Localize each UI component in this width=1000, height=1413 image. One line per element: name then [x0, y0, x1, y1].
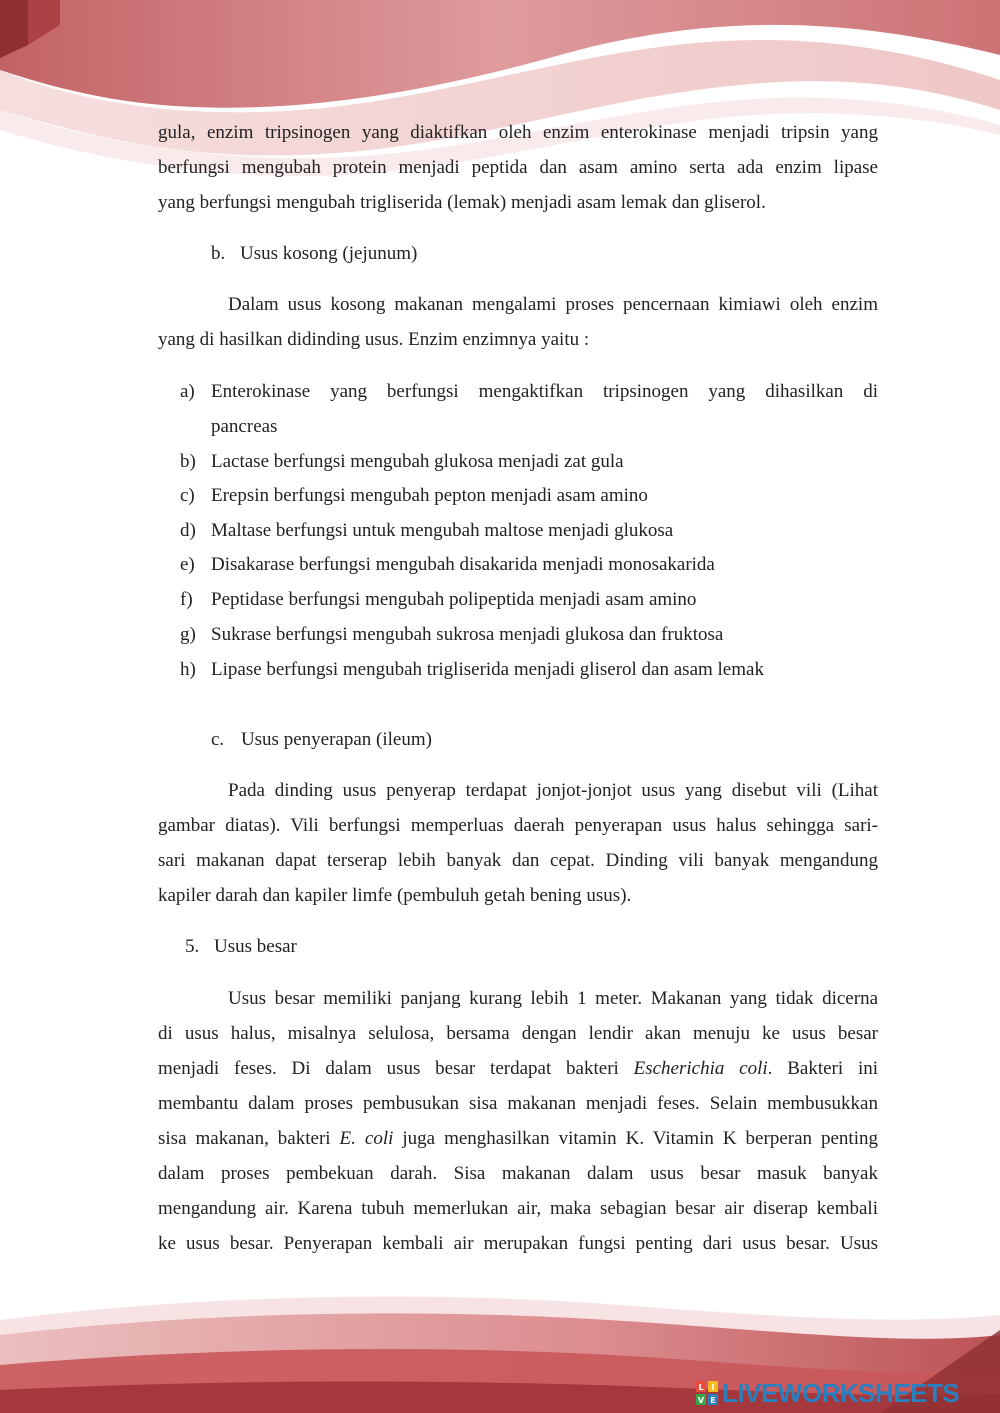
heading-section-c [211, 722, 432, 757]
list-marker: h) [180, 659, 196, 680]
text-line: gambar diatas). Vili berfungsi memperluas daerah penyerapan usus halus sehingga sari- [158, 815, 878, 836]
text-line: Dalam usus kosong makanan mengalami proses pencernaan kimiawi oleh enzim [228, 294, 878, 315]
text-segment: menjadi feses. Di dalam usus besar terdapat bakteri [158, 1058, 634, 1079]
text-line: di usus halus, misalnya selulosa, bersama dengan lendir akan menuju ke usus besar [158, 1023, 878, 1044]
species-name: Escherichia coli [633, 1058, 768, 1079]
list-text: Erepsin berfungsi mengubah pepton menjadi asam amino [211, 485, 648, 506]
heading-title: Usus penyerapan (ileum) [240, 729, 432, 750]
liveworksheets-logo-icon [696, 1381, 718, 1405]
list-marker: d) [180, 520, 196, 541]
paragraph-large-intestine [158, 981, 878, 1261]
heading-marker: 5. [185, 936, 200, 957]
list-text: Peptidase berfungsi mengubah polipeptida menjadi asam amino [211, 589, 697, 610]
liveworksheets-watermark [696, 1378, 959, 1408]
heading-section-b [211, 236, 417, 271]
list-text: Lipase berfungsi mengubah trigliserida menjadi gliserol dan asam lemak [211, 659, 764, 680]
text-line [158, 1051, 878, 1086]
text-line: pancreas [211, 416, 278, 437]
svg-text:L: L [698, 1383, 704, 1392]
svg-text:I: I [711, 1383, 715, 1392]
text-line [158, 1121, 878, 1156]
list-marker: g) [180, 624, 196, 645]
heading-section-5 [185, 929, 297, 964]
text-line: membantu dalam proses pembusukan sisa makanan menjadi feses. Selain membusukkan [158, 1093, 878, 1114]
list-text: Sukrase berfungsi mengubah sukrosa menjadi glukosa dan fruktosa [211, 624, 724, 645]
list-text [211, 374, 878, 444]
text-line: mengandung air. Karena tubuh memerlukan air, maka sebagian besar air diserap kembali [158, 1198, 878, 1219]
list-text: Maltase berfungsi untuk mengubah maltose menjadi glukosa [211, 520, 674, 541]
svg-text:E: E [710, 1396, 716, 1405]
heading-marker: b. [211, 243, 226, 264]
list-marker: a) [180, 381, 195, 402]
text-line: Enterokinase yang berfungsi mengaktifkan tripsinogen yang dihasilkan di [211, 381, 878, 402]
paragraph-jejunum [158, 287, 878, 357]
paragraph-continuation [158, 115, 878, 220]
text-segment: juga menghasilkan vitamin K. Vitamin K berperan penting [393, 1128, 878, 1149]
svg-text:V: V [697, 1396, 705, 1405]
text-line: kapiler darah dan kapiler limfe (pembuluh getah bening usus). [158, 885, 632, 906]
text-line: gula, enzim tripsinogen yang diaktifkan oleh enzim enterokinase menjadi tripsin yang [158, 122, 878, 143]
species-name: E. coli [339, 1128, 394, 1149]
text-line: yang berfungsi mengubah trigliserida (lemak) menjadi asam lemak dan gliserol. [158, 192, 766, 213]
text-line: sari makanan dapat terserap lebih banyak dan cepat. Dinding vili banyak mengandung [158, 850, 878, 871]
text-segment: sisa makanan, bakteri [158, 1128, 340, 1149]
heading-marker: c. [211, 729, 225, 750]
list-marker: b) [180, 451, 196, 472]
text-line: berfungsi mengubah protein menjadi peptida dan asam amino serta ada enzim lipase [158, 157, 878, 178]
text-segment: . Bakteri ini [767, 1058, 878, 1079]
heading-title: Usus kosong (jejunum) [240, 243, 418, 264]
list-item [180, 374, 878, 444]
list-text: Disakarase berfungsi mengubah disakarida menjadi monosakarida [211, 554, 715, 575]
text-line: Usus besar memiliki panjang kurang lebih 1 meter. Makanan yang tidak dicerna [228, 988, 878, 1009]
text-line: yang di hasilkan didinding usus. Enzim enzimnya yaitu : [158, 329, 590, 350]
list-marker: e) [180, 554, 195, 575]
paragraph-ileum [158, 773, 878, 913]
brand-name: LIVEWORKSHEETS [722, 1377, 960, 1408]
list-text: Lactase berfungsi mengubah glukosa menjadi zat gula [211, 451, 624, 472]
text-line: ke usus besar. Penyerapan kembali air merupakan fungsi penting dari usus besar. Usus [158, 1233, 878, 1254]
list-marker: f) [180, 589, 193, 610]
text-line: Pada dinding usus penyerap terdapat jonjot-jonjot usus yang disebut vili (Lihat [228, 780, 878, 801]
text-line: dalam proses pembekuan darah. Sisa makanan dalam usus besar masuk banyak [158, 1163, 878, 1184]
heading-title: Usus besar [214, 936, 297, 957]
list-marker: c) [180, 485, 195, 506]
